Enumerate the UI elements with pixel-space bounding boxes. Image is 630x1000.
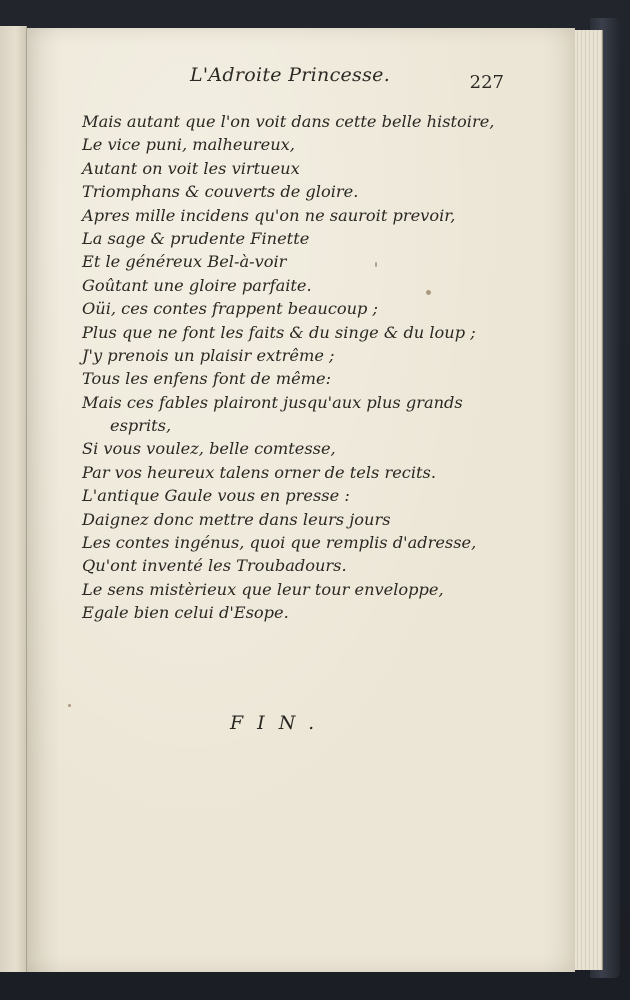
poem-line: Si vous voulez, belle comtesse, [82,439,336,459]
poem-line: Mais ces fables plairont jusqu'aux plus grands [82,392,463,412]
paper-speck [68,704,71,707]
poem-line: Triomphans & couverts de gloire. [82,182,359,202]
poem-line: La sage & prudente Finette [82,228,310,248]
poem-line: Autant on voit les virtueux [82,158,300,178]
poem-line: Le sens mistèrieux que leur tour enveloppe, [82,579,444,599]
poem-line: Tous les enfens font de même: [82,369,332,389]
poem-line: Apres mille incidens qu'on ne sauroit prevoir, [82,205,456,225]
poem-line: Et le généreux Bel-à-voir [82,252,287,272]
poem-line: Mais autant que l'on voit dans cette belle histoire, [82,112,495,131]
poem-line: Qu'ont inventé les Troubadours. [82,556,347,576]
page-number: 227 [469,72,504,93]
poem-line: Daignez donc mettre dans leurs jours [82,509,391,529]
running-head: L'Adroite Princesse. [189,64,391,86]
poem-line: L'antique Gaule vous en presse : [82,486,350,506]
paper-speck [426,290,431,295]
paper-speck [375,262,377,267]
poem-line: Par vos heureux talens orner de tels recits. [82,462,436,482]
poem-line: Les contes ingénus, quoi que remplis d'adresse, [82,533,477,553]
poem-line: Le vice puni, malheureux, [82,135,295,155]
fin-mark: FIN. [230,712,329,734]
facing-page-edge [0,26,27,972]
poem-line: Egale bien celui d'Esope. [82,603,289,623]
poem-line: Oüi, ces contes frappent beaucoup ; [82,299,379,319]
poem-line: esprits, [110,416,172,436]
poem-line: Plus que ne font les faits & du singe & du loup ; [82,322,476,342]
poem-text [82,110,522,630]
poem-line: Goûtant une gloire parfaite. [82,275,312,295]
poem-line: J'y prenois un plaisir extrême ; [82,345,335,365]
